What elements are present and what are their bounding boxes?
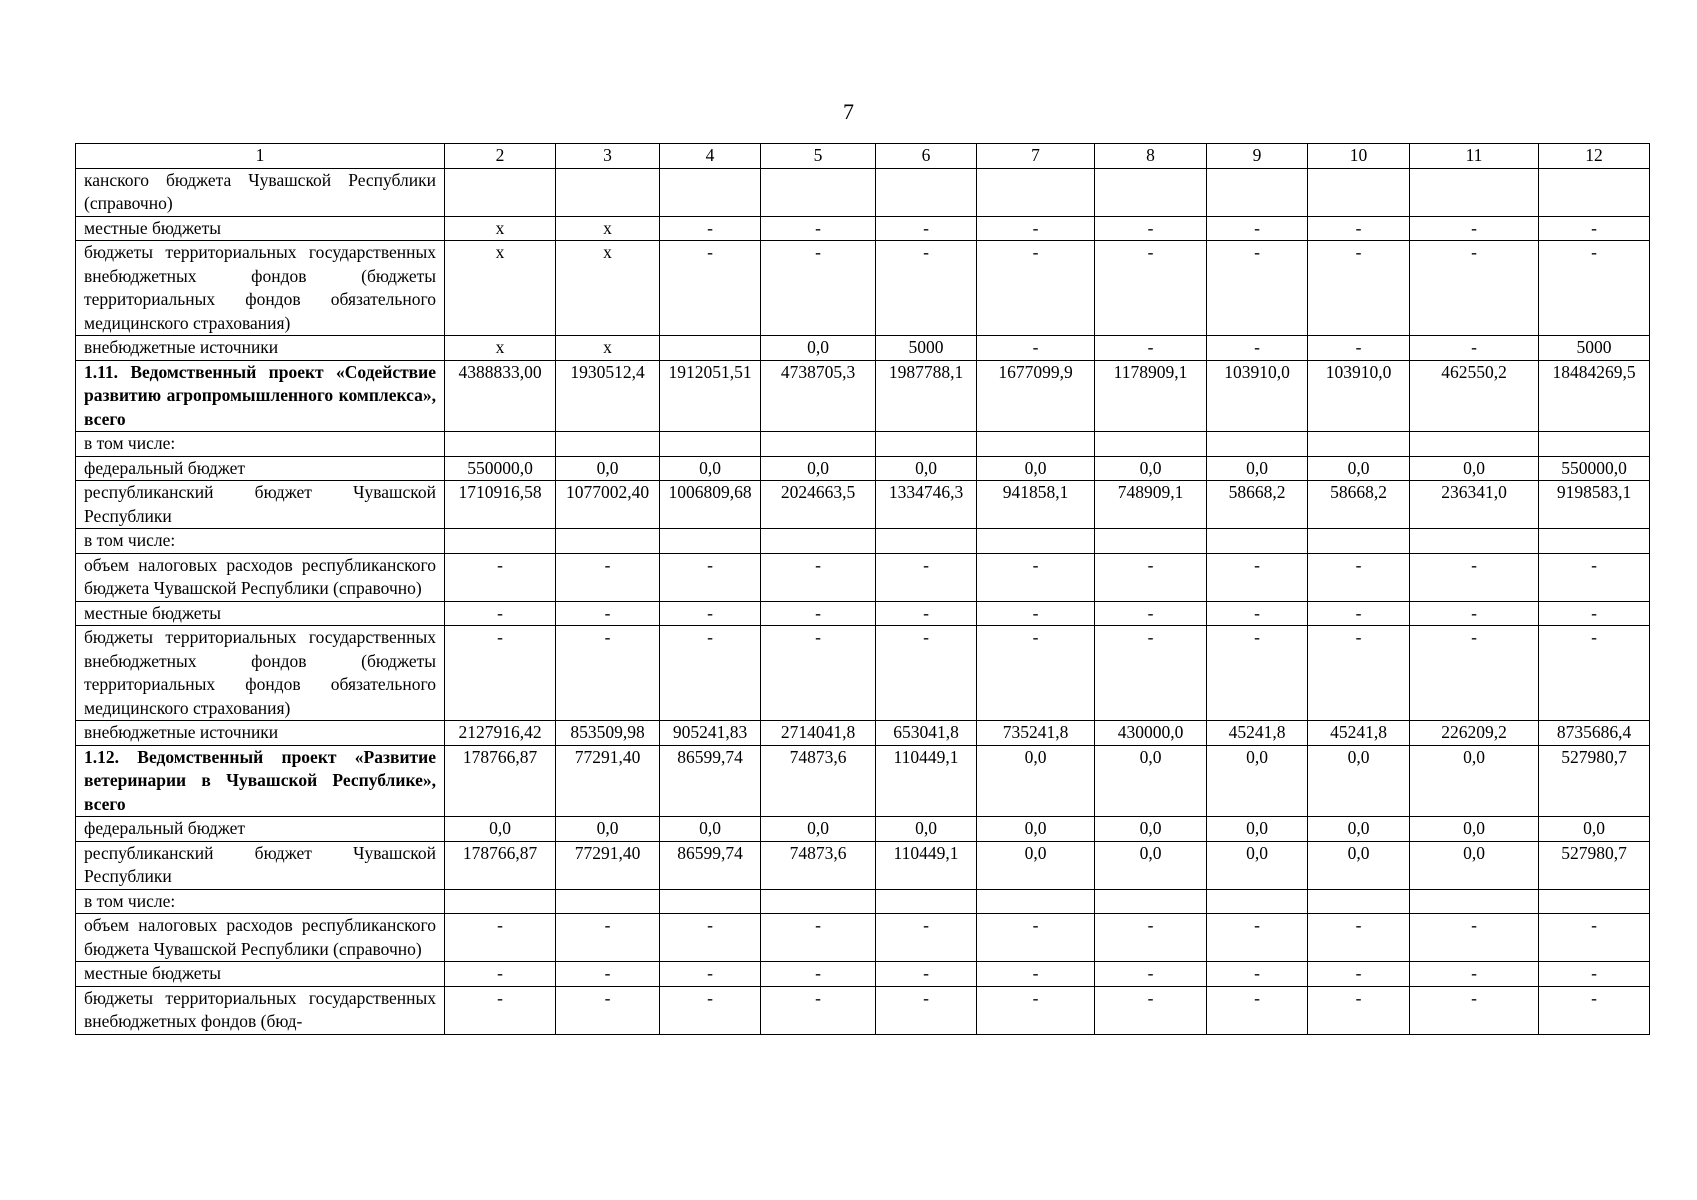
value-cell: 0,0 [1207,745,1308,817]
value-cell: - [1095,962,1207,987]
column-number-7: 7 [977,144,1095,169]
value-cell: 853509,98 [556,721,660,746]
value-cell: 2024663,5 [761,481,876,529]
value-cell: - [660,962,761,987]
value-cell: 4738705,3 [761,360,876,432]
row-label: объем налоговых расходов республиканского бюджета Чувашской Республики (справочно) [76,553,445,601]
value-cell: 0,0 [1410,817,1539,842]
value-cell [1308,168,1410,216]
value-cell: - [445,962,556,987]
value-cell: - [1410,241,1539,336]
value-cell [445,432,556,457]
value-cell: 0,0 [977,745,1095,817]
value-cell: x [556,241,660,336]
value-cell: 4388833,00 [445,360,556,432]
value-cell: - [1539,241,1650,336]
header-row [76,144,1650,169]
value-cell: 0,0 [761,817,876,842]
value-cell [660,168,761,216]
table-row [76,889,1650,914]
value-cell: 748909,1 [1095,481,1207,529]
value-cell: 0,0 [1539,817,1650,842]
value-cell: - [1095,336,1207,361]
value-cell [876,432,977,457]
value-cell [1539,529,1650,554]
value-cell [556,529,660,554]
value-cell: 0,0 [1207,456,1308,481]
value-cell: - [1308,601,1410,626]
value-cell: 0,0 [977,456,1095,481]
value-cell [1095,529,1207,554]
value-cell: 527980,7 [1539,841,1650,889]
value-cell: - [876,626,977,721]
row-section-title: 1.11. Ведомственный проект «Содействие развитию агропромышленного комплекса», всего [76,360,445,432]
value-cell: 905241,83 [660,721,761,746]
value-cell: - [1410,553,1539,601]
value-cell: 0,0 [977,817,1095,842]
value-cell: 0,0 [1410,745,1539,817]
column-number-1: 1 [76,144,445,169]
value-cell: 86599,74 [660,745,761,817]
value-cell [977,168,1095,216]
value-cell [761,432,876,457]
value-cell: - [1410,986,1539,1034]
value-cell: - [556,986,660,1034]
value-cell: 0,0 [660,817,761,842]
row-label: федеральный бюджет [76,817,445,842]
value-cell: 0,0 [1095,745,1207,817]
value-cell [977,889,1095,914]
value-cell: - [1207,601,1308,626]
value-cell: 74873,6 [761,841,876,889]
value-cell: 0,0 [1207,817,1308,842]
value-cell: 0,0 [1095,456,1207,481]
value-cell: 0,0 [556,817,660,842]
row-label: объем налоговых расходов республиканского бюджета Чувашской Республики (справочно) [76,914,445,962]
value-cell: 0,0 [556,456,660,481]
column-number-2: 2 [445,144,556,169]
row-label: внебюджетные источники [76,336,445,361]
value-cell: - [1410,336,1539,361]
value-cell: - [445,986,556,1034]
value-cell: 1710916,58 [445,481,556,529]
value-cell: - [761,216,876,241]
row-label: бюджеты территориальных государственных внебюджетных фондов (бюд- [76,986,445,1034]
value-cell: - [876,553,977,601]
table-row [76,626,1650,721]
value-cell: - [761,986,876,1034]
table-row [76,216,1650,241]
value-cell: 1178909,1 [1095,360,1207,432]
value-cell: - [660,986,761,1034]
value-cell [445,889,556,914]
value-cell: 2714041,8 [761,721,876,746]
value-cell: 0,0 [660,456,761,481]
value-cell: 550000,0 [445,456,556,481]
row-label: местные бюджеты [76,962,445,987]
value-cell [876,168,977,216]
value-cell [1308,889,1410,914]
value-cell: - [876,986,977,1034]
value-cell: 77291,40 [556,745,660,817]
value-cell [556,432,660,457]
value-cell: - [1207,216,1308,241]
value-cell [1539,168,1650,216]
value-cell: - [660,626,761,721]
value-cell: - [660,914,761,962]
value-cell: 0,0 [1207,841,1308,889]
value-cell [761,529,876,554]
value-cell [1410,432,1539,457]
value-cell: 0,0 [761,336,876,361]
value-cell: 653041,8 [876,721,977,746]
value-cell: 527980,7 [1539,745,1650,817]
column-number-4: 4 [660,144,761,169]
value-cell [660,529,761,554]
value-cell: 1077002,40 [556,481,660,529]
value-cell: - [876,962,977,987]
row-label: федеральный бюджет [76,456,445,481]
value-cell: - [445,914,556,962]
row-label: местные бюджеты [76,601,445,626]
value-cell: - [1308,553,1410,601]
value-cell: - [556,914,660,962]
value-cell: 74873,6 [761,745,876,817]
value-cell: - [977,962,1095,987]
value-cell: x [556,216,660,241]
value-cell: 5000 [1539,336,1650,361]
row-label: бюджеты территориальных государственных внебюджетных фондов (бюджеты территориальных фондов обязательного медицинского страхования) [76,241,445,336]
value-cell: 0,0 [1308,745,1410,817]
value-cell: - [1308,241,1410,336]
value-cell [1539,889,1650,914]
value-cell: - [1095,626,1207,721]
value-cell: - [1539,626,1650,721]
table-row [76,168,1650,216]
value-cell: 550000,0 [1539,456,1650,481]
value-cell: - [556,962,660,987]
row-label: в том числе: [76,889,445,914]
value-cell: - [1308,962,1410,987]
value-cell: - [556,553,660,601]
value-cell [556,889,660,914]
value-cell: - [977,601,1095,626]
value-cell: 0,0 [1095,841,1207,889]
value-cell: - [1410,216,1539,241]
value-cell: - [1539,553,1650,601]
table-row [76,721,1650,746]
table-row [76,914,1650,962]
value-cell: - [761,962,876,987]
value-cell [556,168,660,216]
row-label: в том числе: [76,432,445,457]
row-section-title: 1.12. Ведомственный проект «Развитие ветеринарии в Чувашской Республике», всего [76,745,445,817]
value-cell: x [445,216,556,241]
value-cell: 0,0 [977,841,1095,889]
value-cell: 86599,74 [660,841,761,889]
value-cell: 236341,0 [1410,481,1539,529]
value-cell: x [445,241,556,336]
value-cell: - [1207,553,1308,601]
value-cell: - [660,241,761,336]
row-label: республиканский бюджет Чувашской Республики [76,841,445,889]
table-row [76,745,1650,817]
value-cell: - [1539,216,1650,241]
value-cell: - [1207,986,1308,1034]
value-cell: 110449,1 [876,745,977,817]
value-cell [1095,889,1207,914]
value-cell: 1987788,1 [876,360,977,432]
table-row [76,481,1650,529]
column-number-3: 3 [556,144,660,169]
value-cell: 0,0 [1308,841,1410,889]
value-cell [1308,529,1410,554]
value-cell: - [1095,553,1207,601]
value-cell: 0,0 [445,817,556,842]
value-cell: - [1539,986,1650,1034]
value-cell: - [1539,962,1650,987]
value-cell: - [977,986,1095,1034]
value-cell [876,529,977,554]
value-cell [1095,168,1207,216]
value-cell: 0,0 [1410,841,1539,889]
value-cell: 77291,40 [556,841,660,889]
value-cell: - [977,553,1095,601]
value-cell: - [1207,626,1308,721]
value-cell: - [1539,914,1650,962]
value-cell: 18484269,5 [1539,360,1650,432]
value-cell: - [445,626,556,721]
value-cell: - [660,553,761,601]
table-row [76,962,1650,987]
value-cell: - [761,241,876,336]
value-cell [1207,432,1308,457]
column-number-5: 5 [761,144,876,169]
value-cell: - [761,626,876,721]
column-number-11: 11 [1410,144,1539,169]
column-number-6: 6 [876,144,977,169]
table-row [76,241,1650,336]
value-cell: 462550,2 [1410,360,1539,432]
value-cell: - [977,216,1095,241]
value-cell: 941858,1 [977,481,1095,529]
value-cell: 0,0 [761,456,876,481]
value-cell: - [445,601,556,626]
value-cell: - [1207,914,1308,962]
budget-table [75,143,1650,1035]
value-cell: - [445,553,556,601]
value-cell: - [761,914,876,962]
table-row [76,986,1650,1034]
value-cell: 178766,87 [445,841,556,889]
value-cell: - [1308,336,1410,361]
table-row [76,553,1650,601]
value-cell [761,168,876,216]
value-cell: 103910,0 [1308,360,1410,432]
value-cell [1095,432,1207,457]
value-cell: - [660,216,761,241]
value-cell: - [1308,914,1410,962]
value-cell: 58668,2 [1308,481,1410,529]
value-cell: - [1095,914,1207,962]
value-cell: 103910,0 [1207,360,1308,432]
value-cell: 5000 [876,336,977,361]
value-cell: 45241,8 [1207,721,1308,746]
value-cell: 110449,1 [876,841,977,889]
value-cell [445,529,556,554]
value-cell: 9198583,1 [1539,481,1650,529]
value-cell: 0,0 [1308,456,1410,481]
row-label: местные бюджеты [76,216,445,241]
table-row [76,456,1650,481]
value-cell: - [876,241,977,336]
value-cell: - [1207,962,1308,987]
value-cell: - [1095,986,1207,1034]
table-row [76,529,1650,554]
value-cell: 58668,2 [1207,481,1308,529]
value-cell: - [977,914,1095,962]
value-cell: 0,0 [1095,817,1207,842]
column-number-9: 9 [1207,144,1308,169]
value-cell: - [556,601,660,626]
value-cell: - [1308,986,1410,1034]
value-cell [1207,889,1308,914]
value-cell: - [556,626,660,721]
value-cell: 1006809,68 [660,481,761,529]
value-cell: 1677099,9 [977,360,1095,432]
value-cell: 226209,2 [1410,721,1539,746]
value-cell [1410,889,1539,914]
value-cell [977,432,1095,457]
value-cell [761,889,876,914]
value-cell: - [1207,336,1308,361]
value-cell: - [876,216,977,241]
table-body [76,144,1650,1035]
value-cell: x [445,336,556,361]
value-cell: 0,0 [1410,456,1539,481]
value-cell: 1912051,51 [660,360,761,432]
value-cell: 2127916,42 [445,721,556,746]
value-cell [1410,529,1539,554]
row-label: республиканский бюджет Чувашской Республики [76,481,445,529]
row-label: в том числе: [76,529,445,554]
value-cell: - [1308,626,1410,721]
value-cell: - [1539,601,1650,626]
value-cell: - [1308,216,1410,241]
column-number-8: 8 [1095,144,1207,169]
value-cell: - [977,336,1095,361]
value-cell: 430000,0 [1095,721,1207,746]
value-cell: - [977,241,1095,336]
value-cell: - [876,601,977,626]
value-cell: 8735686,4 [1539,721,1650,746]
value-cell: - [1410,601,1539,626]
value-cell: 178766,87 [445,745,556,817]
value-cell: - [761,553,876,601]
value-cell: 0,0 [1308,817,1410,842]
value-cell [876,889,977,914]
value-cell [1410,168,1539,216]
value-cell [977,529,1095,554]
value-cell: 1334746,3 [876,481,977,529]
table-row [76,360,1650,432]
table-row [76,336,1650,361]
value-cell: - [660,601,761,626]
table-row [76,432,1650,457]
table-row [76,841,1650,889]
value-cell: - [1410,962,1539,987]
table-row [76,817,1650,842]
row-label: бюджеты территориальных государственных внебюджетных фондов (бюджеты территориальных фондов обязательного медицинского страхования) [76,626,445,721]
value-cell [660,889,761,914]
value-cell: 0,0 [876,456,977,481]
column-number-10: 10 [1308,144,1410,169]
value-cell: - [1410,626,1539,721]
value-cell: - [977,626,1095,721]
table-row [76,601,1650,626]
value-cell [1207,168,1308,216]
value-cell [1207,529,1308,554]
row-label: канского бюджета Чувашской Республики (справочно) [76,168,445,216]
value-cell: 45241,8 [1308,721,1410,746]
value-cell: - [761,601,876,626]
value-cell: 0,0 [876,817,977,842]
value-cell [445,168,556,216]
row-label: внебюджетные источники [76,721,445,746]
value-cell [660,432,761,457]
value-cell: - [876,914,977,962]
column-number-12: 12 [1539,144,1650,169]
value-cell: - [1095,601,1207,626]
value-cell: x [556,336,660,361]
value-cell [660,336,761,361]
page-number: 7 [843,99,854,124]
value-cell: 735241,8 [977,721,1095,746]
value-cell [1539,432,1650,457]
value-cell: - [1207,241,1308,336]
value-cell [1308,432,1410,457]
value-cell: - [1095,241,1207,336]
value-cell: 1930512,4 [556,360,660,432]
value-cell: - [1095,216,1207,241]
value-cell: - [1410,914,1539,962]
